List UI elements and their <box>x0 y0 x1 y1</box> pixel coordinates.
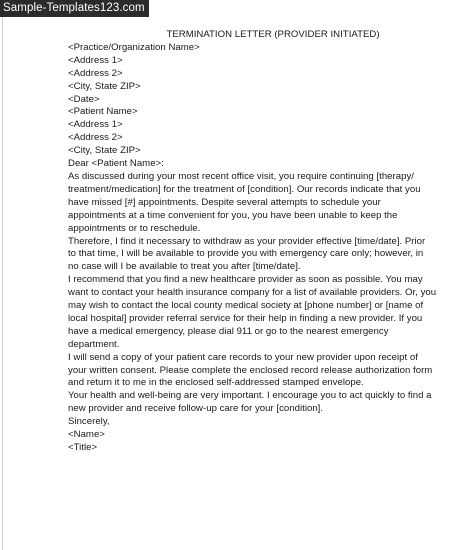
paragraph-line: As discussed during your most recent office visit, you require continuing [therapy/ <box>68 170 414 182</box>
paragraph-line: I will send a copy of your patient care records to your new provider upon receipt of <box>68 351 418 363</box>
paragraph-line: new provider and receive follow-up care for your [condition]. <box>68 403 324 415</box>
paragraph-line: no case will I be available to treat you after [time/date]. <box>68 261 301 273</box>
paragraph-line: your written consent. Please complete the enclosed record release authorization form <box>68 364 433 376</box>
paragraph-line: local hospital] provider referral service for their help in finding a new provider. If you <box>68 312 423 324</box>
paragraph-line: have a medical emergency, please dial 911 or go to the nearest emergency <box>68 325 389 337</box>
practice-city-state-zip: <City, State ZIP> <box>68 80 141 92</box>
practice-address-2: <Address 2> <box>68 67 123 79</box>
paragraph-line: Therefore, I find it necessary to withdraw as your provider effective [time/date]. Prior <box>68 235 426 247</box>
salutation: Dear <Patient Name>: <box>68 158 164 170</box>
paragraph-line: Your health and well-being are very important. I encourage you to act quickly to find a <box>68 390 432 402</box>
letter-document <box>68 29 468 455</box>
patient-address-1: <Address 1> <box>68 119 123 131</box>
practice-name: <Practice/Organization Name> <box>68 41 200 53</box>
paragraph-line: want to contact your health insurance company for a list of available providers. Or, you <box>68 287 437 299</box>
patient-name: <Patient Name> <box>68 106 138 118</box>
paragraph-line: I recommend that you find a new healthcare provider as soon as possible. You may <box>68 274 423 286</box>
paragraph-missed-appointments <box>68 171 468 236</box>
paragraph-line: department. <box>68 338 120 350</box>
patient-city-state-zip: <City, State ZIP> <box>68 145 141 157</box>
paragraph-withdrawal <box>68 236 468 275</box>
patient-address-2: <Address 2> <box>68 132 123 144</box>
paragraph-line: to that time, I will be available to provide you with emergency care only; however, in <box>68 248 424 260</box>
paragraph-records <box>68 352 468 391</box>
paragraph-line: treatment/medication] for the treatment of [condition]. Our records indicate that you <box>68 183 421 195</box>
paragraph-line: may wish to contact the local county medical society at [phone number] or [name of <box>68 300 424 312</box>
practice-address-1: <Address 1> <box>68 54 123 66</box>
paragraph-line: appointments at a time convenient for you, you have been unable to keep the <box>68 209 398 221</box>
closing: Sincerely, <box>68 416 110 428</box>
paragraph-line: and return it to me in the enclosed self-addressed stamped envelope. <box>68 377 364 389</box>
signer-title: <Title> <box>68 442 98 453</box>
paragraph-new-provider <box>68 274 468 351</box>
watermark-banner: Sample-Templates123.com <box>0 0 149 17</box>
paragraph-closing-advice <box>68 390 468 416</box>
letter-title: TERMINATION LETTER (PROVIDER INITIATED) <box>166 29 380 40</box>
letter-date: <Date> <box>68 93 100 105</box>
page-border <box>2 17 3 550</box>
paragraph-line: appointments or to reschedule. <box>68 222 201 234</box>
paragraph-line: have missed [#] appointments. Despite several attempts to schedule your <box>68 196 381 208</box>
signer-name: <Name> <box>68 429 105 441</box>
